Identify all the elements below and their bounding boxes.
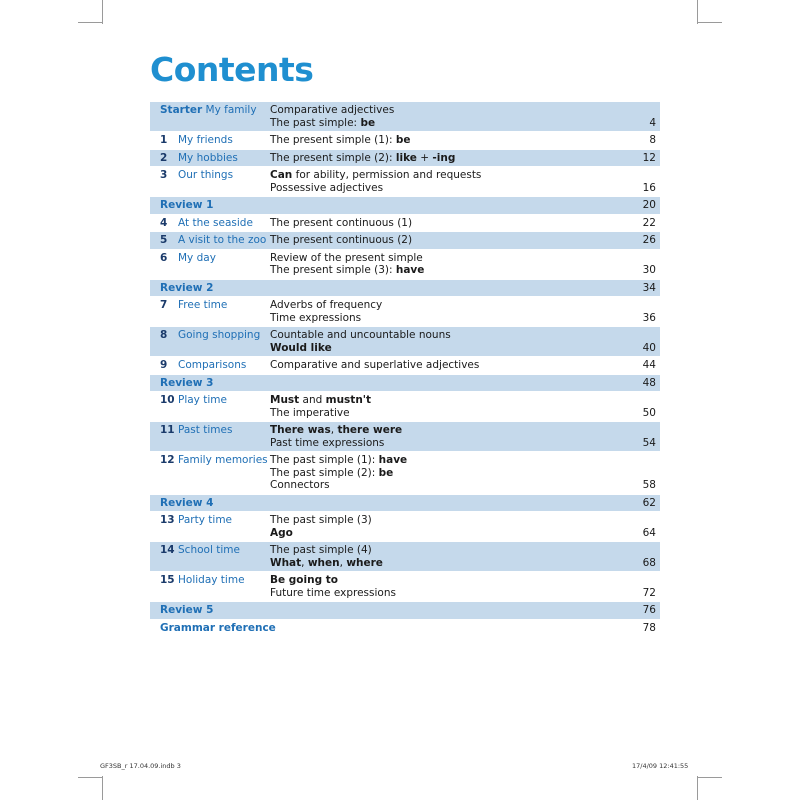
grammar-cell [270, 542, 616, 572]
unit-number: 15 [160, 574, 175, 586]
grammar-text: for ability, permission and requests [292, 169, 482, 181]
grammar-keyword: There was [270, 424, 331, 436]
crop-mark [102, 0, 103, 24]
unit-row-2[interactable] [150, 149, 660, 167]
grammar-line [270, 544, 616, 557]
unit-number: 7 [160, 299, 168, 311]
grammar-text: Review of the present simple [270, 251, 423, 264]
grammar-line [270, 587, 616, 600]
unit-name: Family memories [178, 454, 268, 466]
grammar-line [270, 252, 616, 265]
grammar-text: , [330, 424, 338, 436]
review-row[interactable] [150, 374, 660, 392]
grammar-line [270, 117, 616, 130]
unit-name: A visit to the zoo [178, 234, 267, 246]
page-number: 50 [642, 406, 656, 419]
review-row[interactable] [150, 197, 660, 215]
unit-name: School time [178, 544, 240, 556]
grammar-cell [270, 149, 616, 167]
grammar-keyword: Would like [270, 341, 332, 354]
grammar-line [270, 329, 616, 342]
review-label: Review 5 [160, 604, 214, 616]
grammar-text: Future time expressions [270, 586, 396, 599]
grammar-text: Comparative adjectives [270, 104, 395, 116]
grammar-text: Time expressions [270, 311, 362, 324]
grammar-text: + [416, 151, 433, 164]
grammar-line [270, 182, 616, 195]
unit-number: 3 [160, 169, 168, 181]
unit-number: 11 [160, 424, 175, 436]
page-number: 26 [642, 234, 656, 246]
unit-number: 10 [160, 394, 175, 406]
unit-number: 6 [160, 251, 168, 264]
grammar-line [270, 394, 616, 407]
contents-table [150, 102, 660, 637]
review-row[interactable] [150, 279, 660, 297]
page-number: 36 [642, 311, 656, 324]
unit-row-12[interactable] [150, 452, 660, 495]
grammar-keyword: be [360, 116, 376, 129]
unit-number: 4 [160, 216, 168, 229]
grammar-reference-row[interactable] [150, 619, 660, 637]
page-number: 48 [642, 376, 656, 389]
grammar-line [270, 299, 616, 312]
crop-mark [697, 0, 698, 24]
grammar-text: Connectors [270, 479, 330, 491]
page-number: 44 [642, 359, 656, 371]
unit-name: At the seaside [178, 216, 253, 229]
page-number: 58 [642, 479, 656, 491]
grammar-cell [270, 214, 616, 232]
review-label: Review 3 [160, 376, 214, 389]
unit-name: Comparisons [178, 359, 247, 371]
crop-mark [697, 776, 698, 800]
grammar-text: The past simple (3) [270, 514, 372, 526]
unit-number: 5 [160, 234, 168, 246]
grammar-keyword: mustn't [325, 394, 372, 406]
grammar-keyword: Ago [270, 526, 293, 539]
page-number: 22 [642, 216, 656, 229]
grammar-line [270, 217, 616, 230]
page-number: 4 [649, 116, 656, 129]
unit-row-8[interactable] [150, 327, 660, 357]
grammar-text: Past time expressions [270, 436, 385, 449]
page-number: 20 [642, 199, 656, 211]
review-row[interactable] [150, 602, 660, 620]
unit-name: Past times [178, 424, 233, 436]
unit-number: 1 [160, 134, 168, 146]
unit-number: 13 [160, 514, 175, 526]
grammar-text: The past simple (4) [270, 544, 372, 556]
unit-name: My friends [178, 134, 233, 146]
grammar-text: The present continuous (1) [270, 216, 413, 229]
unit-name: Free time [178, 299, 228, 311]
grammar-keyword: have [378, 454, 408, 466]
grammar-text: Possessive adjectives [270, 181, 384, 194]
unit-row-13[interactable] [150, 512, 660, 542]
grammar-line [270, 264, 616, 277]
unit-row-10[interactable] [150, 392, 660, 422]
crop-mark [102, 776, 103, 800]
grammar-keyword: where [346, 556, 383, 569]
grammar-text: The present continuous (2) [270, 234, 413, 246]
starter-row[interactable] [150, 102, 660, 132]
unit-row-4[interactable] [150, 214, 660, 232]
grammar-cell [270, 357, 616, 375]
page-number: 62 [642, 496, 656, 509]
grammar-text: The imperative [270, 406, 350, 419]
unit-number: 14 [160, 544, 175, 556]
grammar-cell [270, 232, 616, 250]
grammar-cell [270, 392, 616, 422]
grammar-text: The past simple (2): [270, 466, 379, 479]
unit-name: My day [178, 251, 216, 264]
grammar-text: The present simple (1): [270, 134, 396, 146]
grammar-line [270, 467, 616, 480]
unit-name: Party time [178, 514, 233, 526]
grammar-cell [270, 167, 616, 197]
page-number: 54 [642, 436, 656, 449]
review-label: Review 1 [160, 199, 214, 211]
grammar-cell [270, 512, 616, 542]
grammar-keyword: Can [270, 169, 293, 181]
unit-row-1[interactable] [150, 132, 660, 150]
grammar-text: The present simple (2): [270, 151, 396, 164]
unit-name: My family [205, 104, 257, 116]
grammar-cell [270, 132, 616, 150]
page-number: 78 [642, 621, 656, 634]
unit-row-14[interactable] [150, 542, 660, 572]
grammar-line [270, 424, 616, 437]
grammar-cell [270, 297, 616, 327]
grammar-cell [270, 572, 616, 602]
grammar-line [270, 574, 616, 587]
grammar-keyword: be [395, 134, 411, 146]
grammar-line [270, 169, 616, 182]
grammar-line [270, 407, 616, 420]
grammar-text: The past simple: [270, 116, 361, 129]
unit-row-6[interactable] [150, 249, 660, 279]
unit-number: 8 [160, 329, 168, 341]
unit-name: Play time [178, 394, 227, 406]
unit-row-11[interactable] [150, 422, 660, 452]
page-number: 8 [649, 134, 656, 146]
unit-name: Going shopping [178, 329, 261, 341]
grammar-text: and [299, 394, 326, 406]
grammar-text: Countable and uncountable nouns [270, 329, 451, 341]
unit-row-7[interactable] [150, 297, 660, 327]
page-title: Contents [150, 50, 314, 89]
crop-mark [698, 777, 722, 778]
grammar-reference-label: Grammar reference [160, 621, 276, 634]
grammar-line [270, 342, 616, 355]
footer-right: 17/4/09 12:41:55 [632, 762, 689, 770]
review-row[interactable] [150, 494, 660, 512]
grammar-keyword: like [395, 151, 417, 164]
grammar-keyword: have [395, 264, 425, 276]
page-number: 16 [642, 181, 656, 194]
crop-mark [78, 777, 102, 778]
grammar-text: Adverbs of frequency [270, 299, 383, 311]
grammar-line [270, 514, 616, 527]
grammar-line [270, 234, 616, 247]
grammar-cell [270, 422, 616, 452]
unit-number: 9 [160, 359, 168, 371]
grammar-line [270, 437, 616, 450]
grammar-keyword: Be going to [270, 574, 338, 586]
review-label: Review 4 [160, 496, 214, 509]
page-number: 72 [642, 586, 656, 599]
page-number: 34 [642, 281, 656, 294]
grammar-text: , [301, 556, 308, 569]
unit-name: Holiday time [178, 574, 245, 586]
review-label: Review 2 [160, 281, 214, 294]
page-number: 68 [642, 556, 656, 569]
unit-row-15[interactable] [150, 572, 660, 602]
unit-number: 2 [160, 151, 168, 164]
page-number: 12 [642, 151, 656, 164]
grammar-line [270, 479, 616, 492]
grammar-line [270, 134, 616, 147]
grammar-keyword: be [378, 466, 394, 479]
grammar-keyword: What [270, 556, 302, 569]
grammar-text: The present simple (3): [270, 264, 396, 276]
footer-left: GF3SB_r 17.04.09.indb 3 [100, 762, 181, 770]
grammar-line [270, 312, 616, 325]
grammar-cell [270, 102, 616, 132]
page-number: 40 [642, 341, 656, 354]
page-number: 64 [642, 526, 656, 539]
unit-row-9[interactable] [150, 357, 660, 375]
grammar-cell [270, 327, 616, 357]
grammar-line [270, 454, 616, 467]
grammar-line [270, 557, 616, 570]
unit-name: My hobbies [178, 151, 238, 164]
grammar-line [270, 104, 616, 117]
grammar-text: , [339, 556, 347, 569]
grammar-keyword: there were [337, 424, 403, 436]
grammar-text: The past simple (1): [270, 454, 379, 466]
grammar-text: Comparative and superlative adjectives [270, 359, 480, 371]
page-number: 76 [642, 604, 656, 616]
grammar-keyword: when [307, 556, 340, 569]
grammar-line [270, 359, 616, 372]
unit-number: 12 [160, 454, 175, 466]
grammar-keyword: -ing [432, 151, 456, 164]
grammar-line [270, 527, 616, 540]
grammar-keyword: Must [270, 394, 300, 406]
grammar-cell [270, 452, 616, 495]
starter-label: Starter [160, 104, 203, 116]
crop-mark [78, 22, 102, 23]
unit-row-3[interactable] [150, 167, 660, 197]
crop-mark [698, 22, 722, 23]
unit-row-5[interactable] [150, 232, 660, 250]
page-number: 30 [642, 264, 656, 276]
grammar-line [270, 152, 616, 165]
unit-name: Our things [178, 169, 234, 181]
grammar-cell [270, 249, 616, 279]
